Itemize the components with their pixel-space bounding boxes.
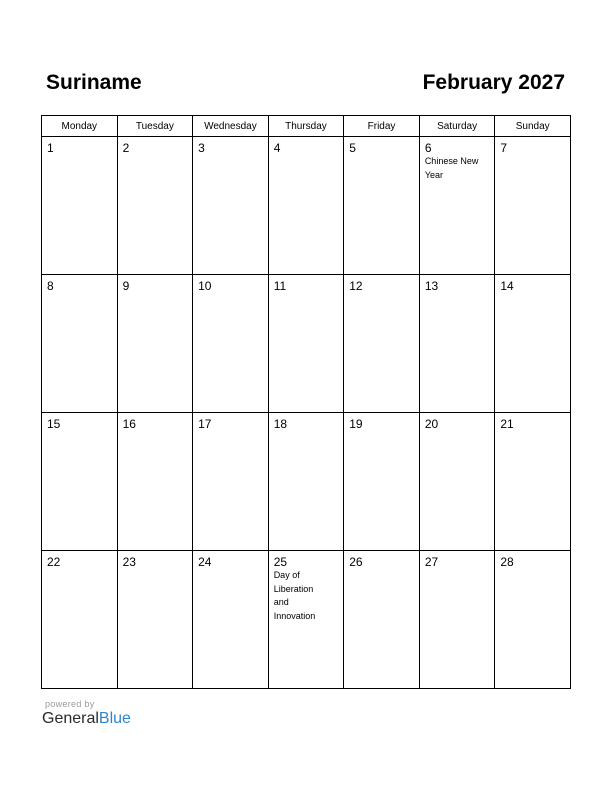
day-cell (268, 551, 344, 689)
generalblue-logo[interactable] (42, 710, 131, 728)
day-number: 20 (424, 417, 439, 431)
weekday-header-monday: Monday (42, 116, 118, 137)
day-number: 5 (349, 141, 356, 155)
day-number: 19 (349, 417, 363, 431)
day-cell (268, 137, 344, 275)
holiday-label-line: Liberation (273, 583, 314, 594)
day-number: 1 (47, 141, 54, 155)
week-row (42, 551, 571, 689)
day-cell (117, 551, 193, 689)
day-cell (117, 275, 193, 413)
day-cell (42, 275, 118, 413)
day-cell (344, 413, 420, 551)
day-number: 22 (47, 555, 61, 569)
day-number: 23 (122, 555, 136, 569)
day-number: 18 (273, 417, 288, 431)
day-cell (344, 137, 420, 275)
day-number: 16 (122, 417, 136, 431)
day-number: 8 (47, 279, 54, 293)
day-number: 21 (500, 417, 514, 431)
day-cell (495, 137, 571, 275)
day-cell (193, 413, 269, 551)
week-row (42, 413, 571, 551)
day-cell (344, 275, 420, 413)
powered-by-text: powered by (45, 699, 95, 709)
day-number: 15 (47, 417, 61, 431)
week-row (42, 137, 571, 275)
week-row (42, 275, 571, 413)
day-cell (344, 551, 420, 689)
holiday-label-line: Chinese New (424, 156, 479, 166)
holiday-label-line: Innovation (273, 610, 316, 621)
brand-name-general: General (42, 710, 99, 727)
weekday-header-saturday: Saturday (419, 116, 495, 137)
day-number: 27 (424, 555, 439, 569)
day-cell (117, 413, 193, 551)
day-cell (268, 413, 344, 551)
day-number: 26 (349, 555, 363, 569)
calendar-grid (41, 115, 571, 689)
weekday-header-sunday: Sunday (495, 116, 571, 137)
day-cell (495, 275, 571, 413)
holiday-label-line: Year (424, 169, 443, 180)
day-cell (193, 137, 269, 275)
day-cell (495, 551, 571, 689)
day-cell (193, 551, 269, 689)
day-number: 28 (500, 555, 514, 569)
holiday-label-line: Day of (273, 570, 300, 580)
day-cell (419, 275, 495, 413)
day-cell (42, 137, 118, 275)
day-cell (42, 413, 118, 551)
country-title: Suriname (46, 71, 142, 94)
weekday-header-friday: Friday (344, 116, 420, 137)
day-number: 12 (349, 279, 363, 293)
day-cell (495, 413, 571, 551)
day-number: 11 (273, 279, 287, 293)
weekday-header-wednesday: Wednesday (193, 116, 269, 137)
day-number: 2 (122, 141, 130, 155)
day-number: 4 (273, 141, 281, 155)
day-number: 7 (500, 141, 508, 155)
weekday-header-thursday: Thursday (268, 116, 344, 137)
brand-name-blue: Blue (98, 710, 131, 727)
day-number: 3 (198, 141, 205, 155)
day-cell (419, 551, 495, 689)
weekday-header-row (42, 116, 571, 137)
day-cell (268, 275, 344, 413)
month-year-title: February 2027 (422, 71, 565, 94)
day-number: 6 (424, 141, 432, 155)
weekday-header-tuesday: Tuesday (117, 116, 193, 137)
day-cell (193, 275, 269, 413)
day-number: 10 (198, 279, 212, 293)
day-number: 14 (500, 279, 514, 293)
holiday-label-line: and (273, 597, 289, 607)
day-number: 9 (122, 279, 130, 293)
day-number: 13 (424, 279, 439, 293)
day-cell (117, 137, 193, 275)
day-cell (419, 137, 495, 275)
day-number: 24 (198, 555, 212, 569)
day-cell (42, 551, 118, 689)
day-number: 17 (198, 417, 212, 431)
day-number: 25 (273, 555, 288, 569)
day-cell (419, 413, 495, 551)
